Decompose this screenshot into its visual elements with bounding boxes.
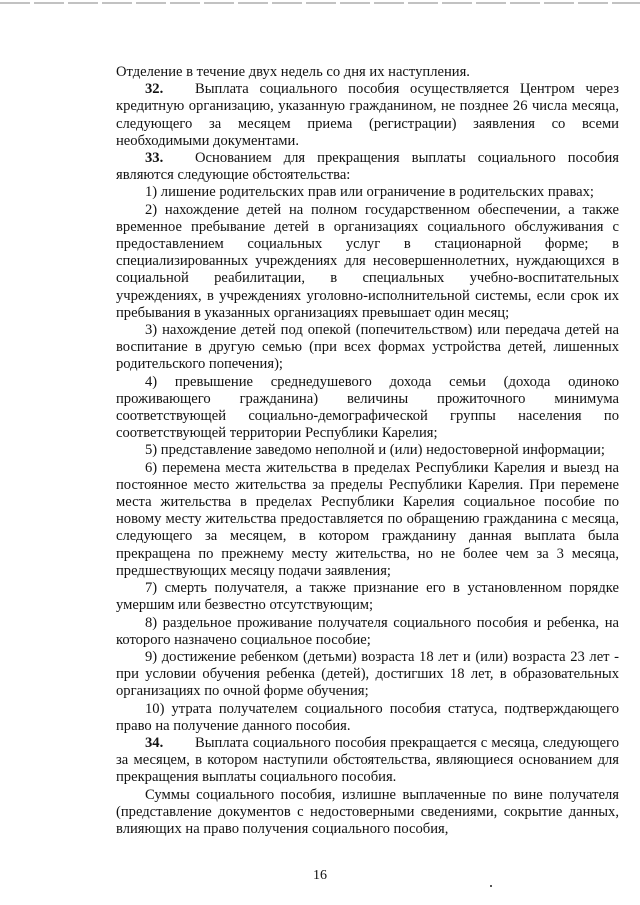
paragraph-text: 8) раздельное проживание получателя социального пособия и ребенка, на которого назначено социальное пособие; [116, 614, 619, 648]
list-item-2 [116, 202, 619, 322]
paragraph-text: 4) превышение среднедушевого дохода семьи (дохода одиноко проживающего гражданина) величины прожиточного минимума соответствующей социально-демографической группы населения по соответствующей территории Республики Карелия; [116, 373, 619, 442]
document-body [116, 64, 619, 838]
list-item-7 [116, 580, 619, 614]
paragraph-text: Выплата социального пособия осуществляется Центром через кредитную организацию, указанную гражданином, не позднее 26 числа месяца, следующего за месяцем приема (регистрации) заявления со всеми необходимыми документами. [116, 81, 619, 149]
list-item-10 [116, 701, 619, 735]
paragraph-text: 7) смерть получателя, а также признание его в установленном порядке умершим или безвестно отсутствующим; [116, 580, 619, 614]
list-item-3 [116, 322, 619, 374]
list-item-8 [116, 615, 619, 649]
scan-speck [490, 885, 492, 887]
paragraph-text: Основанием для прекращения выплаты социального пособия являются следующие обстоятельства: [116, 150, 619, 184]
paragraph-text: 2) нахождение детей на полном государственном обеспечении, а также временное пребывание детей в организациях социального обслуживания с предоставлением социальных услуг в стационарной форме; в специализированных учреждениях для несовершеннолетних, нуждающихся в социальной реабилитации, в специальных учебно-воспитательных учреждениях, в учреждениях уголовно-исполнительной системы, если срок их пребывания в указанных организациях превышает один месяц; [116, 201, 619, 321]
paragraph-text: Суммы социального пособия, излишне выплаченные по вине получателя (представление документов с недостоверными сведениями, сокрытие данных, влияющих на право получения социального пособия, [116, 786, 619, 837]
item-number: 33. [145, 150, 164, 167]
paragraph-overpayment [116, 787, 619, 839]
paragraph-1 [116, 64, 619, 81]
paragraph-text: Выплата социального пособия прекращается с месяца, следующего за месяцем, в котором наступили обстоятельства, являющиеся основанием для прекращения выплаты социального пособия. [116, 734, 619, 786]
list-item-9 [116, 649, 619, 701]
list-item-1 [116, 184, 619, 201]
list-item-6 [116, 460, 619, 580]
paragraph-text: 1) лишение родительских прав или ограничение в родительских правах; [145, 184, 594, 201]
paragraph-text: 3) нахождение детей под опекой (попечительством) или передача детей на воспитание в другую семью (при всех формах устройства детей, лишенных родительского попечения); [116, 322, 619, 373]
paragraph-text: 6) перемена места жительства в пределах Республики Карелия и выезд на постоянное место жительства за пределы Республики Карелия. При перемене места жительства в пределах Республики Карелия социальное пособие по новому месту жительства предоставляется по обращению гражданина с месяца, следующего за месяцем, в котором гражданину данная выплата была прекращена по прежнему месту жительства, но не более чем за 3 месяца, предшествующих месяцу подачи заявления; [116, 459, 619, 579]
page-number: 16 [313, 868, 327, 883]
item-number: 32. [145, 81, 164, 98]
item-number: 34. [145, 734, 164, 751]
list-item-4 [116, 374, 619, 443]
paragraph-text: 5) представление заведомо неполной и (или) недостоверной информации; [145, 442, 605, 459]
paragraph-text: Отделение в течение двух недель со дня их наступления. [116, 64, 470, 80]
paragraph-33 [116, 150, 619, 184]
paragraph-34 [116, 735, 619, 787]
scan-edge-line [0, 2, 640, 4]
paragraph-text: 10) утрата получателем социального пособия статуса, подтверждающего право на получение данного пособия. [116, 700, 619, 734]
paragraph-32 [116, 81, 619, 150]
paragraph-text: 9) достижение ребенком (детьми) возраста 18 лет и (или) возраста 23 лет - при условии обучения ребенка (детей), достигших 18 лет, в образовательных организациях по очной форме обучения; [116, 648, 619, 700]
list-item-5 [116, 442, 619, 459]
